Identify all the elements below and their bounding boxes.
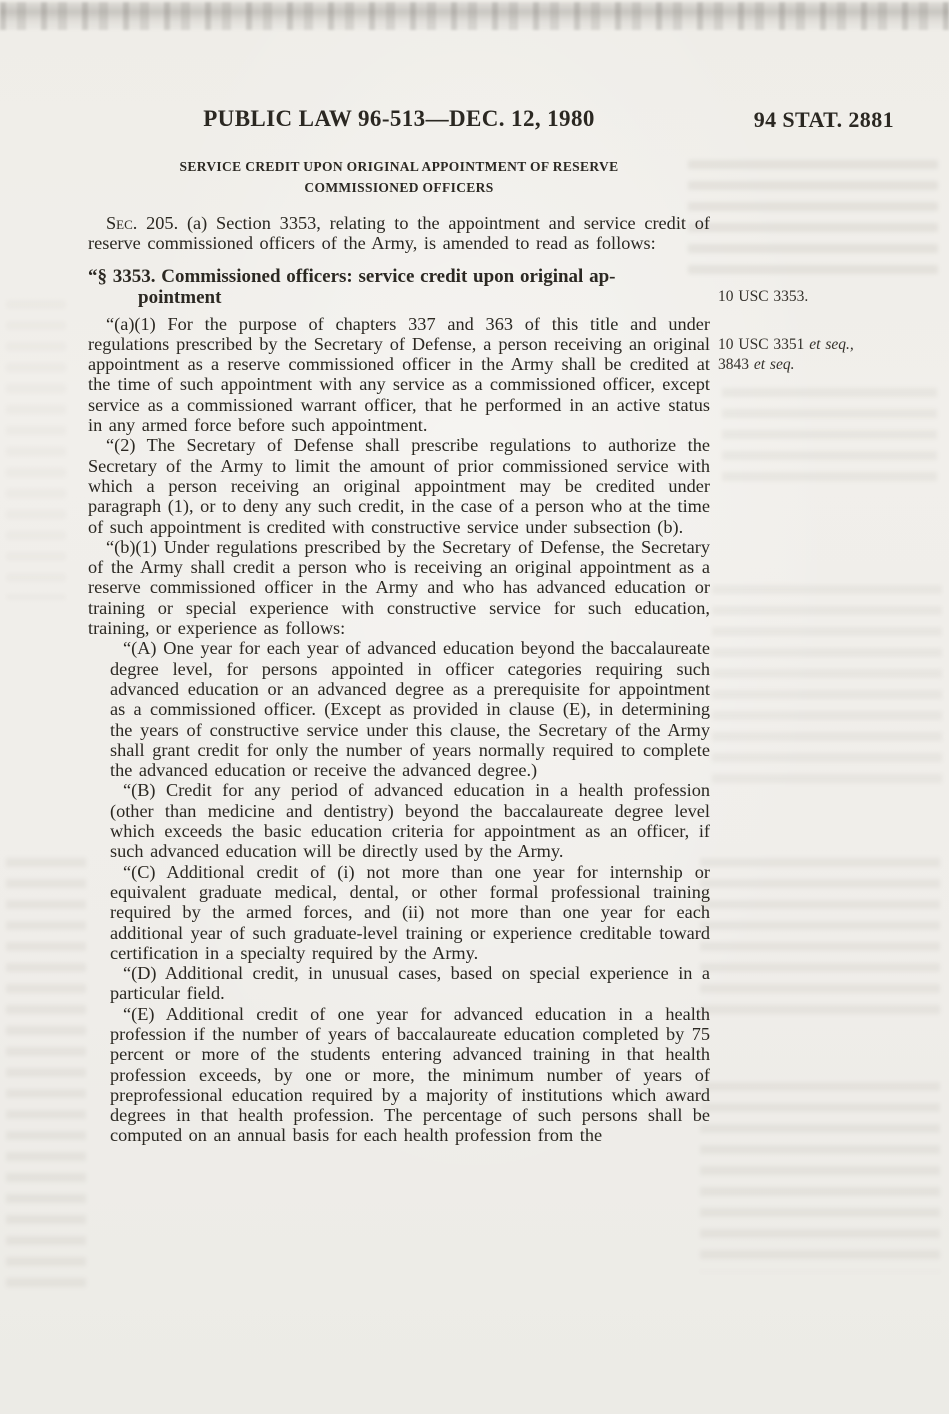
margin-note-usc-3351-part4: et seq. [753, 356, 795, 373]
margin-note-usc-3351-part2: et seq., [809, 336, 854, 353]
intro-paragraph [88, 213, 710, 254]
clause-D: “(D) Additional credit, in unusual cases, based on special experience in a particular field. [110, 963, 710, 1004]
statute-section-heading-line1: “§ 3353. Commissioned officers: service credit upon original ap- [88, 265, 616, 287]
bleedthrough-ghost [6, 300, 66, 600]
statute-section-heading [88, 266, 710, 309]
bleedthrough-ghost [688, 160, 938, 280]
bleedthrough-ghost [712, 585, 942, 785]
subject-heading-line2: COMMISSIONED OFFICERS [304, 180, 494, 195]
statute-paragraph-a1: “(a)(1) For the purpose of chapters 337 and 363 of this title and under regulations prescribed by the Secretary of Defense, a person receiving an original appointment as a reserve commissioned officer in the Army shall be credited at the time of such appointment with any service as a commissioned officer, except service as a commissioned warrant officer, that he performed in an active status in any armed force before such appointment. [88, 313, 710, 436]
margin-note-usc-3351-part1: 10 USC 3351 [718, 336, 810, 353]
margin-note-usc-3351-part3: 3843 [718, 356, 754, 373]
bleedthrough-ghost [700, 858, 940, 1018]
bleedthrough-ghost [722, 388, 937, 483]
section-number-label: Sec. 205. [106, 213, 179, 233]
bleedthrough-ghost [6, 858, 86, 1298]
subject-heading-line1: SERVICE CREDIT UPON ORIGINAL APPOINTMENT OF RESERVE [179, 159, 619, 174]
running-head-stat-citation: 94 STAT. 2881 [753, 107, 894, 132]
scanner-edge-artifact [0, 2, 949, 30]
subject-heading [88, 156, 710, 198]
statute-text-column [88, 213, 710, 1146]
clause-A: “(A) One year for each year of advanced education beyond the baccalaureate degree level, for persons appointed in officer categories requiring such advanced education or an advanced degree as a prerequisite for appointment as a commissioned officer. (Except as provided in clause (E), in determining the years of constructive service under this clause, the Secretary of the Army shall grant credit for only the number of years normally required to complete the advanced education or receive the advanced degree.) [110, 638, 710, 781]
statute-paragraph-a2: “(2) The Secretary of Defense shall prescribe regulations to authorize the Secretary of the Army to limit the amount of prior commissioned service with which a person receiving an original appointment may be credited under paragraph (1), or to deny any such credit, in the case of a person who at the time of such appointment is credited with constructive service under subsection (b). [88, 435, 710, 537]
intro-paragraph-text: (a) Section 3353, relating to the appointment and service credit of reserve commissioned officers of the Army, is amended to read as follows: [88, 213, 711, 254]
margin-note-usc-3351 [718, 335, 860, 375]
clause-C: “(C) Additional credit of (i) not more than one year for internship or equivalent graduate medical, dental, or other formal professional training required by the armed forces, and (ii) not more than one year for each additional year of such graduate-level training or experience creditable toward certification in a specialty required by the Army. [110, 861, 710, 963]
running-head-law-title: PUBLIC LAW 96-513—DEC. 12, 1980 [203, 106, 595, 131]
margin-note-usc-3353: 10 USC 3353. [718, 288, 809, 305]
statute-paragraph-b1: “(b)(1) Under regulations prescribed by the Secretary of Defense, the Secretary of the Army shall credit a person who is receiving an original appointment as a reserve commissioned officer in the Army and who has advanced education or training or special experience with constructive service for such education, training, or experience as follows: [88, 536, 710, 639]
bleedthrough-ghost [700, 1082, 940, 1272]
clause-B: “(B) Credit for any period of advanced education in a health profession (other than medicine and dentistry) beyond the baccalaureate degree level which exceeds the basic education criteria for appointment as an officer, if such advanced education will be directly used by the Army. [110, 780, 710, 862]
clause-E: “(E) Additional credit of one year for advanced education in a health profession if the number of years of baccalaureate education completed by 75 percent or more of the students entering advanced training in that health profession exceeds, by one or more, the minimum number of years of preprofessional education required by a majority of institutions which award degrees in that health profession. The percentage of such persons shall be computed on an annual basis for each health profession from the [110, 1003, 710, 1146]
statute-section-heading-line2: pointment [138, 287, 222, 309]
